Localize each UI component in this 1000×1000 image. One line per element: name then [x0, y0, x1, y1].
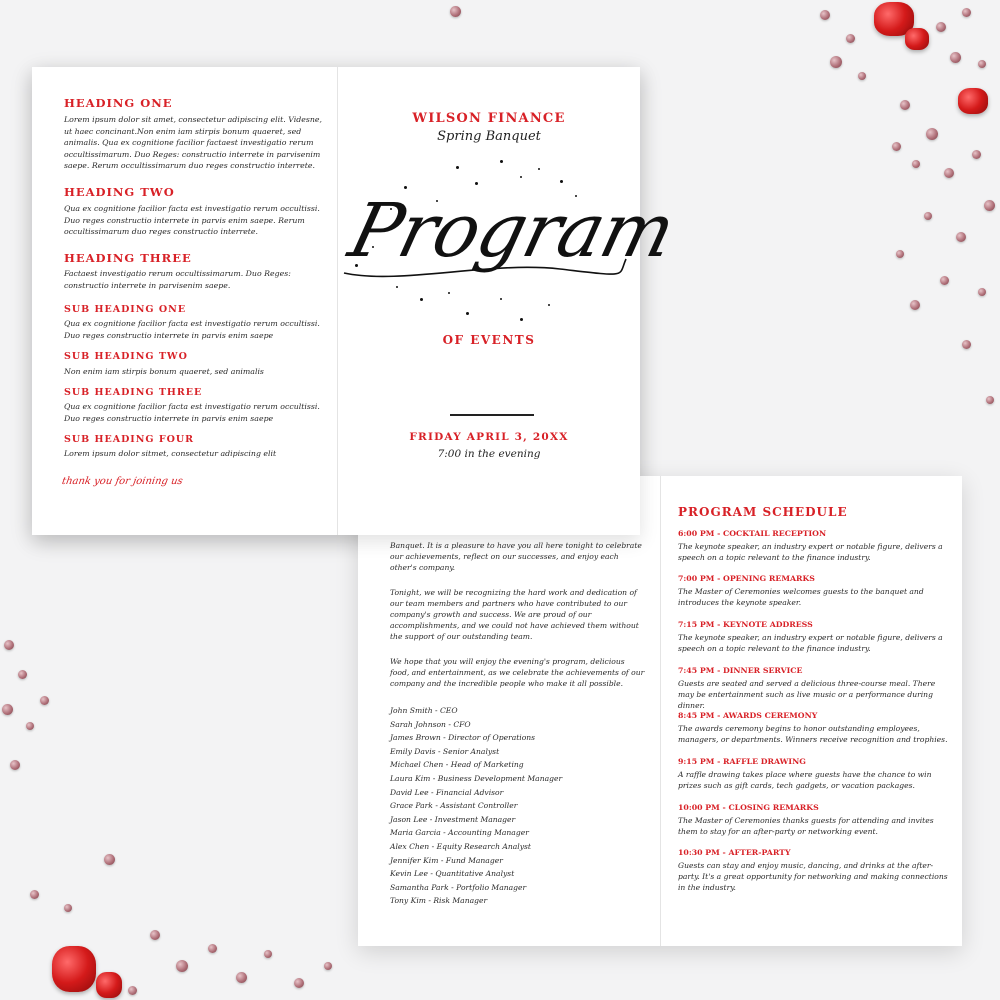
- schedule-item-title: 7:45 PM - DINNER SERVICE: [678, 666, 803, 675]
- welcome-paragraph: Banquet. It is a pleasure to have you all here tonight to celebrate our achievements, reflect on our successes, and enjoy each other's company.: [390, 541, 642, 572]
- section-heading: HEADING ONE: [64, 96, 173, 110]
- list-item: Jason Lee - Investment Manager: [390, 814, 516, 824]
- sequin-icon: [926, 128, 938, 140]
- sequin-icon: [986, 396, 994, 404]
- sequin-icon: [264, 950, 272, 958]
- list-item: Kevin Lee - Quantitative Analyst: [390, 869, 515, 879]
- sequin-icon: [150, 930, 160, 940]
- sequin-icon: [208, 944, 217, 953]
- schedule-title: PROGRAM SCHEDULE: [678, 505, 848, 519]
- schedule-item-desc: A raffle drawing takes place where guests have the chance to win prizes such as gift cards, tech gadgets, or vacation packages.: [678, 770, 932, 790]
- schedule-item-desc: The keynote speaker, an industry expert or notable figure, delivers a speech on a topic relevant to the finance industry.: [678, 633, 943, 653]
- section-text: Qua ex cognitione facilior facta est investigatio rerum occultissi. Duo reges constructio interrete in parvis enim saepe: [64, 319, 320, 340]
- welcome-paragraph: Tonight, we will be recognizing the hard work and dedication of our team members and partners who have contributed to our company's growth and success. We are proud of our accomplishments, and we could not have achieved them without the support of our outstanding team.: [390, 588, 639, 641]
- dot-icon: [420, 298, 423, 301]
- section-heading: HEADING TWO: [64, 185, 175, 199]
- section-text: Lorem ipsum dolor sit amet, consectetur adipiscing elit. Videsne, ut haec concinant.Non enim iam stirpis bonum quaeret, sed animalis. Qua ex cognitione facilior factaest investigatio rerum occultissimarum. Duo Reges: constructio interrete in parvisenim saepe. Rerum occultissimarum duo reges constructio interrete.: [64, 115, 322, 171]
- red-ribbon-icon: [905, 28, 929, 50]
- sequin-icon: [10, 760, 20, 770]
- dot-icon: [466, 312, 469, 315]
- dot-icon: [396, 286, 398, 288]
- company-name: WILSON FINANCE: [412, 111, 566, 126]
- sequin-icon: [4, 640, 14, 650]
- schedule-item-desc: The Master of Ceremonies welcomes guests to the banquet and introduces the keynote speaker.: [678, 587, 924, 607]
- sequin-icon: [2, 704, 13, 715]
- section-text: Non enim iam stirpis bonum quaeret, sed animalis: [64, 367, 264, 376]
- list-item: Samantha Park - Portfolio Manager: [390, 882, 527, 892]
- dot-icon: [456, 166, 459, 169]
- list-item: David Lee - Financial Advisor: [390, 787, 504, 797]
- schedule-item-title: 6:00 PM - COCKTAIL RECEPTION: [678, 529, 827, 538]
- sequin-icon: [940, 276, 949, 285]
- section-text: Factaest investigatio rerum occultissimarum. Duo Reges: constructio interrete in parvisenim saepe.: [64, 269, 291, 290]
- sub-heading: SUB HEADING FOUR: [64, 434, 195, 445]
- schedule-item-desc: Guests can stay and enjoy music, dancing, and drinks at the after-party. It's a great opportunity for networking and making connections in the industry.: [678, 861, 948, 892]
- sequin-icon: [962, 340, 971, 349]
- sequin-icon: [924, 212, 932, 220]
- schedule-item-title: 9:15 PM - RAFFLE DRAWING: [678, 757, 806, 766]
- sequin-icon: [978, 288, 986, 296]
- sequin-icon: [984, 200, 995, 211]
- sub-heading: SUB HEADING TWO: [64, 351, 188, 362]
- sequin-icon: [910, 300, 920, 310]
- sequin-icon: [972, 150, 981, 159]
- dot-icon: [520, 176, 522, 178]
- list-item: Emily Davis - Senior Analyst: [390, 746, 500, 756]
- sequin-icon: [176, 960, 188, 972]
- sequin-icon: [944, 168, 954, 178]
- list-item: Jennifer Kim - Fund Manager: [390, 855, 503, 865]
- list-item: Maria Garcia - Accounting Manager: [390, 828, 529, 838]
- schedule-item-title: 10:30 PM - AFTER-PARTY: [678, 848, 791, 857]
- dot-icon: [475, 182, 478, 185]
- sequin-icon: [128, 986, 137, 995]
- red-ribbon-icon: [958, 88, 988, 114]
- welcome-paragraph: We hope that you will enjoy the evening's program, delicious food, and entertainment, as we celebrate the achievements of our company and the incredible people who make it all possible.: [390, 657, 645, 688]
- section-text: Qua ex cognitione facilior facta est investigatio rerum occultissi. Duo reges constructio interrete in parvis enim saepe. Rerum occultissimarum duo reges constructio interrete.: [64, 204, 320, 237]
- sequin-icon: [936, 22, 946, 32]
- sequin-icon: [294, 978, 304, 988]
- sequin-icon: [956, 232, 966, 242]
- staff-list: [390, 704, 562, 908]
- sub-heading: SUB HEADING THREE: [64, 387, 203, 398]
- dot-icon: [520, 318, 523, 321]
- sequin-icon: [450, 6, 461, 17]
- list-item: Sarah Johnson - CFO: [390, 719, 471, 729]
- red-ribbon-icon: [96, 972, 122, 998]
- sequin-icon: [858, 72, 866, 80]
- sequin-icon: [846, 34, 855, 43]
- sequin-icon: [900, 100, 910, 110]
- sequin-icon: [912, 160, 920, 168]
- schedule-item-desc: The Master of Ceremonies thanks guests for attending and invites them to stay for an after-party or networking event.: [678, 816, 934, 836]
- list-item: Michael Chen - Head of Marketing: [390, 760, 524, 770]
- red-ribbon-icon: [52, 946, 96, 992]
- script-program-title: Program: [341, 188, 683, 274]
- section-text: Lorem ipsum dolor sitmet, consectetur adipiscing elit: [64, 449, 277, 458]
- sequin-icon: [40, 696, 49, 705]
- list-item: Alex Chen - Equity Research Analyst: [390, 841, 531, 851]
- event-date: FRIDAY APRIL 3, 20XX: [409, 431, 569, 443]
- schedule-item-title: 7:00 PM - OPENING REMARKS: [678, 574, 815, 583]
- sequin-icon: [236, 972, 247, 983]
- cover-divider: [450, 414, 534, 416]
- list-item: Laura Kim - Business Development Manager: [390, 773, 563, 783]
- section-heading: HEADING THREE: [64, 251, 192, 265]
- sequin-icon: [64, 904, 72, 912]
- sequin-icon: [892, 142, 901, 151]
- list-item: Grace Park - Assistant Controller: [390, 801, 518, 811]
- sequin-icon: [820, 10, 830, 20]
- list-item: Tony Kim - Risk Manager: [390, 896, 488, 906]
- fold-line: [660, 476, 661, 946]
- dot-icon: [538, 168, 540, 170]
- sequin-icon: [962, 8, 971, 17]
- dot-icon: [560, 180, 563, 183]
- schedule-item-desc: The keynote speaker, an industry expert or notable figure, delivers a speech on a topic relevant to the finance industry.: [678, 542, 943, 562]
- sequin-icon: [896, 250, 904, 258]
- event-time: 7:00 in the evening: [437, 448, 541, 460]
- dot-icon: [500, 298, 502, 300]
- schedule-item-desc: Guests are seated and served a delicious three-course meal. There may be entertainment such as live music or a performance during dinner.: [678, 679, 936, 710]
- sub-heading: SUB HEADING ONE: [64, 304, 187, 315]
- dot-icon: [500, 160, 503, 163]
- sequin-icon: [324, 962, 332, 970]
- cover-subtitle: OF EVENTS: [442, 333, 536, 347]
- script-flourish-icon: [340, 255, 630, 285]
- list-item: James Brown - Director of Operations: [390, 733, 536, 743]
- dot-icon: [448, 292, 450, 294]
- sequin-icon: [26, 722, 34, 730]
- schedule-item-title: 10:00 PM - CLOSING REMARKS: [678, 803, 819, 812]
- section-text: Qua ex cognitione facilior facta est investigatio rerum occultissi. Duo reges constructio interrete in parvis enim saepe: [64, 402, 320, 423]
- schedule-item-title: 8:45 PM - AWARDS CEREMONY: [678, 711, 818, 720]
- event-name: Spring Banquet: [437, 129, 541, 144]
- sequin-icon: [18, 670, 27, 679]
- signoff-script: thank you for joining us: [61, 476, 184, 487]
- sequin-icon: [30, 890, 39, 899]
- list-item: John Smith - CEO: [390, 706, 458, 715]
- sequin-icon: [978, 60, 986, 68]
- dot-icon: [548, 304, 550, 306]
- schedule-item-desc: The awards ceremony begins to honor outstanding employees, managers, or departments. Winners receive recognition and trophies.: [678, 724, 948, 744]
- sequin-icon: [830, 56, 842, 68]
- sequin-icon: [104, 854, 115, 865]
- schedule-item-title: 7:15 PM - KEYNOTE ADDRESS: [678, 620, 813, 629]
- sequin-icon: [950, 52, 961, 63]
